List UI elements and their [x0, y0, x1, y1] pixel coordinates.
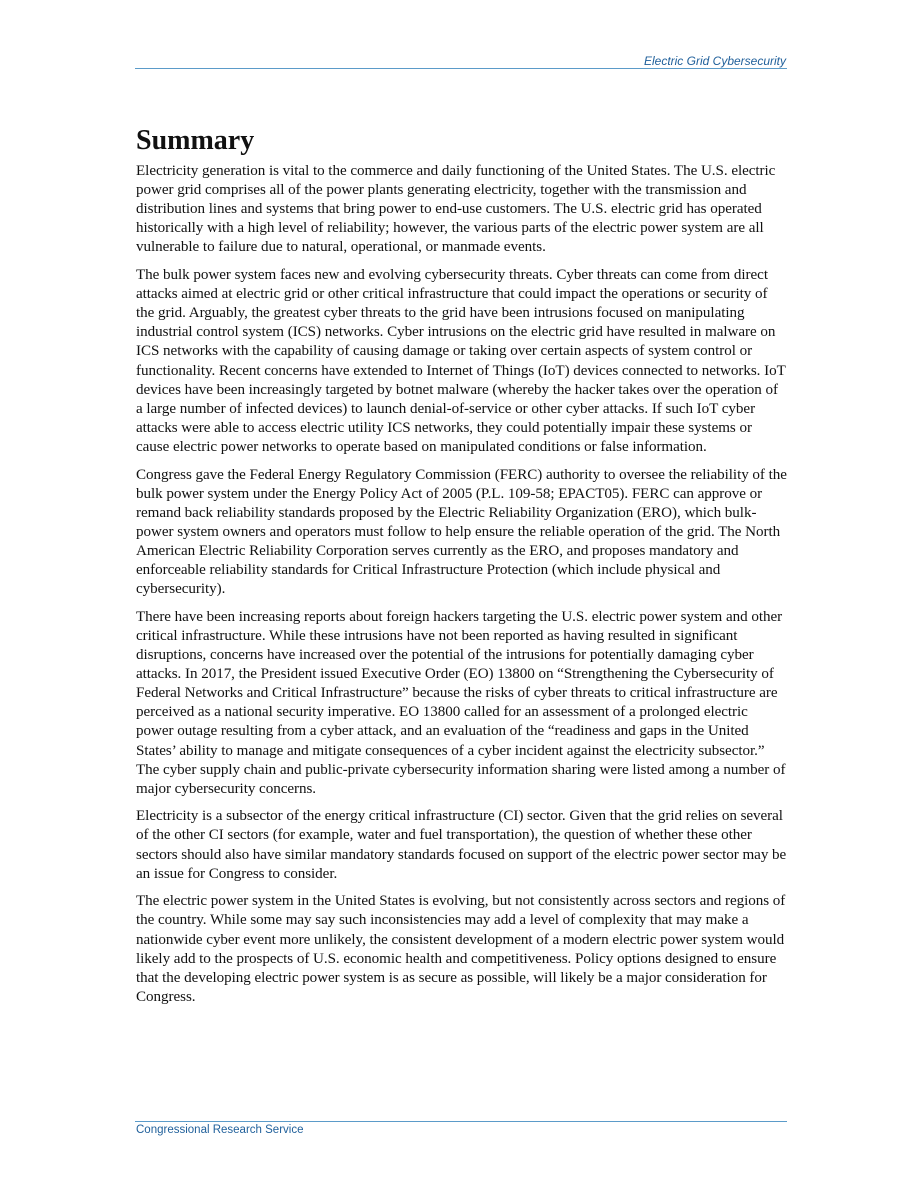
header-divider	[135, 68, 787, 69]
body-paragraph-3: Congress gave the Federal Energy Regulatory Commission (FERC) authority to oversee the reliability of the bulk power system under the Energy Policy Act of 2005 (P.L. 109-58; EPACT05). FERC can approve or remand back reliability standards proposed by the Electric Reliability Organization (ERO), which bulk-power system owners and operators must follow to help ensure the reliable operation of the grid. The North American Electric Reliability Corporation serves currently as the ERO, and proposes mandatory and enforceable reliability standards for Critical Infrastructure Protection (which include physical and cybersecurity).	[136, 466, 787, 598]
body-paragraph-1: Electricity generation is vital to the commerce and daily functioning of the United States. The U.S. electric power grid comprises all of the power plants generating electricity, together with the transmission and distribution lines and systems that bring power to end-use customers. The U.S. electric grid has operated historically with a high level of reliability; however, the various parts of the electric power system are all vulnerable to failure due to natural, operational, or manmade events.	[136, 163, 776, 256]
body-paragraph-6: The electric power system in the United States is evolving, but not consistently across sectors and regions of the country. While some may say such inconsistencies may add a level of complexity that may make a nationwide cyber event more unlikely, the consistent development of a modern electric power system would likely add to the prospects of U.S. economic health and competitiveness. Policy options designed to ensure that the developing electric power system is as secure as possible, will likely be a major consideration for Congress.	[136, 893, 786, 1005]
document-body	[136, 124, 788, 1016]
footer-publisher: Congressional Research Service	[136, 1124, 304, 1136]
body-paragraph-2: The bulk power system faces new and evolving cybersecurity threats. Cyber threats can come from direct attacks aimed at electric grid or other critical infrastructure that could impact the operations or security of the grid. Arguably, the greatest cyber threats to the grid have been intrusions focused on manipulating industrial control system (ICS) networks. Cyber intrusions on the electric grid have resulted in malware on ICS networks with the capability of causing damage or taking over certain aspects of system control or functionality. Recent concerns have extended to Internet of Things (IoT) devices connected to networks. IoT devices have been increasingly targeted by botnet malware (whereby the hacker takes over the operation of a large number of infected devices) to launch denial-of-service or other cyber attacks. If such IoT cyber attacks were able to access electric utility ICS networks, they could potentially impair these systems or cause electric power networks to operate based on manipulated conditions or false information.	[136, 267, 786, 455]
section-title: Summary	[136, 125, 255, 156]
running-header-title: Electric Grid Cybersecurity	[643, 54, 786, 68]
footer-divider	[135, 1121, 787, 1122]
body-paragraph-5: Electricity is a subsector of the energy critical infrastructure (CI) sector. Given that the grid relies on several of the other CI sectors (for example, water and fuel transportation), the question of whether these other sectors should also have similar mandatory standards focused on support of the electric power sector may be an issue for Congress to consider.	[136, 808, 787, 882]
body-paragraph-4: There have been increasing reports about foreign hackers targeting the U.S. electric power system and other critical infrastructure. While these intrusions have not been reported as having resulted in significant disruptions, concerns have increased over the potential of the intrusions for potentially damaging cyber attacks. In 2017, the President issued Executive Order (EO) 13800 on “Strengthening the Cybersecurity of Federal Networks and Critical Infrastructure” because the risks of cyber threats to critical infrastructure are perceived as a national security imperative. EO 13800 called for an assessment of a prolonged electric power outage resulting from a cyber attack, and an evaluation of the “readiness and gaps in the United States’ ability to manage and mitigate consequences of a cyber incident against the electricity subsector.” The cyber supply chain and public-private cybersecurity information sharing were listed among a number of major cybersecurity concerns.	[136, 608, 786, 797]
